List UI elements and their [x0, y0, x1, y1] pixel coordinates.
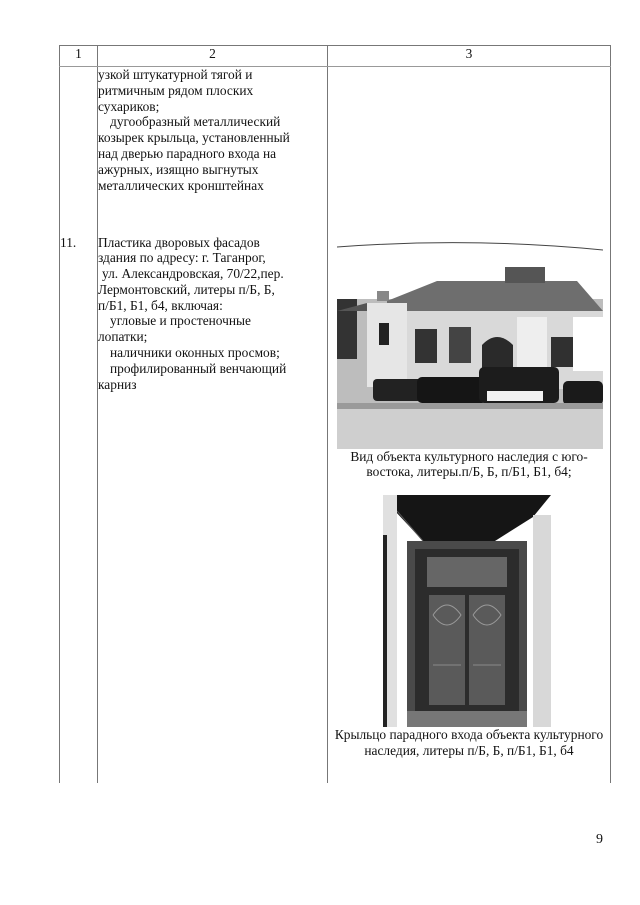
text-line: наличники оконных просмов; — [110, 345, 280, 361]
text-line: ритмичным рядом плоских — [98, 82, 254, 98]
text-line: карниз — [98, 376, 137, 392]
row-number-cell — [60, 67, 98, 235]
text-line: ул. Александровская, 70/22,пер. — [102, 266, 284, 282]
entrance-door-photo — [383, 495, 551, 727]
text-line: узкой штукатурной тягой и — [98, 67, 253, 82]
header-col-2: 2 — [98, 46, 328, 67]
row-number: 11. — [60, 235, 98, 783]
row-photo-cell — [328, 67, 611, 235]
page-number: 9 — [596, 832, 603, 847]
text-line: металлических кронштейнах — [98, 177, 264, 193]
row-description-cell — [98, 235, 328, 783]
text-line: здания по адресу: г. Таганрог, — [98, 250, 266, 266]
text-line: профилированный венчающий — [110, 360, 287, 376]
table-row-11 — [60, 235, 611, 783]
text-line: п/Б1, Б1, б4, включая: — [98, 297, 223, 313]
row-photo-cell — [328, 235, 611, 783]
table-header-row — [60, 46, 611, 67]
text-line: угловые и простеночные — [110, 313, 251, 329]
building-facade-photo — [337, 241, 603, 449]
text-line: дугообразный металлический — [110, 114, 281, 130]
text-line: козырек крыльца, установленный — [98, 130, 290, 146]
text-line: сухариков; — [98, 98, 160, 114]
header-col-1: 1 — [60, 46, 98, 67]
photo1-caption: Вид объекта культурного наследия с юго-востока, литеры.п/Б, Б, п/Б1, Б1, б4; — [350, 448, 588, 480]
heritage-table — [59, 45, 611, 783]
table-row-continued — [60, 67, 611, 235]
text-line: лопатки; — [98, 329, 148, 345]
text-line: Пластика дворовых фасадов — [98, 234, 260, 250]
text-line: Лермонтовский, литеры п/Б, Б, — [98, 281, 275, 297]
text-line: над дверью парадного входа на — [98, 145, 277, 161]
photo2-caption: Крыльцо парадного входа объекта культурного наследия, литеры п/Б, Б, п/Б1, Б1, б4 — [334, 727, 604, 758]
row-description-cell — [98, 67, 328, 235]
header-col-3: 3 — [328, 46, 611, 67]
text-line: ажурных, изящно выгнутых — [98, 161, 259, 177]
